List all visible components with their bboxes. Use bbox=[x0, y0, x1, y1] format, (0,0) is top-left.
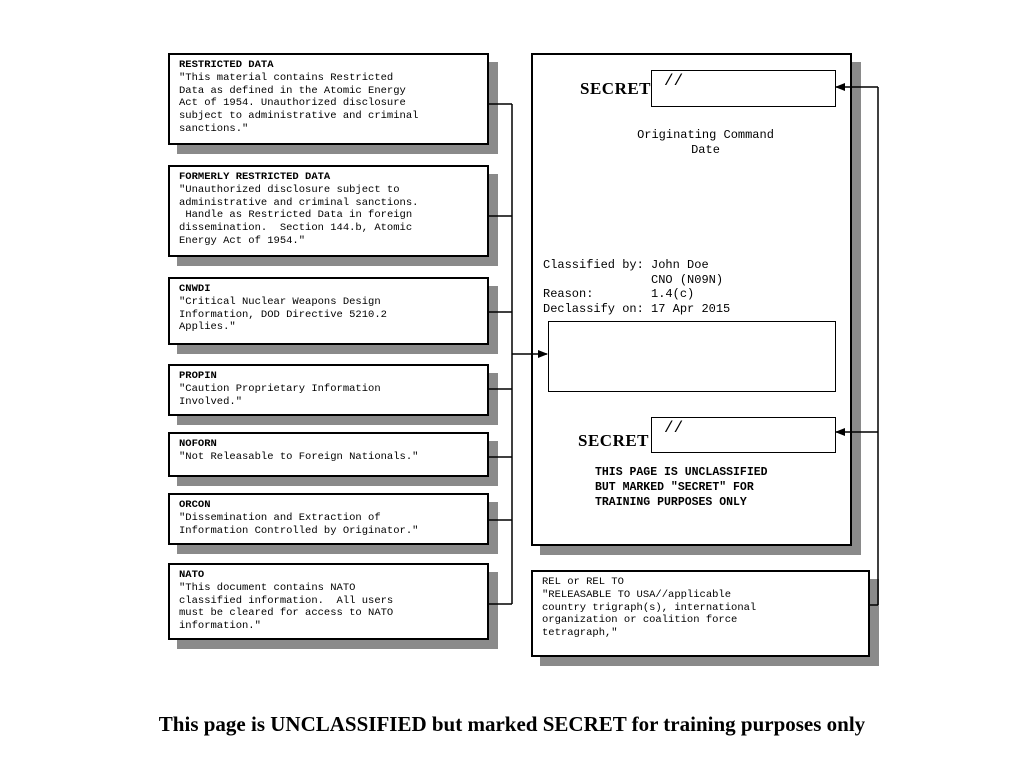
callout-text: "Caution Proprietary Information Involved." bbox=[179, 382, 381, 408]
top-classification-marking: SECRET bbox=[580, 79, 652, 98]
callout-text: "This document contains NATO classified information. All users must be cleared for access to NATO information." bbox=[179, 581, 394, 633]
callout-title: NOFORN bbox=[179, 438, 217, 450]
callout-title: RESTRICTED DATA bbox=[179, 59, 274, 71]
bottom-marking-field: // bbox=[651, 417, 836, 453]
classified-by-label: Classified by: bbox=[543, 258, 644, 272]
callout-text: "Not Releasable to Foreign Nationals." bbox=[179, 450, 419, 463]
bottom-classification-marking: SECRET bbox=[578, 431, 650, 450]
declassify-value: 17 Apr 2015 bbox=[651, 301, 731, 316]
classified-by-office: CNO (N09N) bbox=[651, 272, 724, 287]
classified-by-value: John Doe bbox=[651, 258, 709, 272]
callout-text: "Dissemination and Extraction of Information Controlled by Originator." bbox=[179, 511, 419, 537]
reason-label: Reason: bbox=[543, 287, 594, 301]
declassify-label: Declassify on: bbox=[543, 301, 644, 316]
date-label: Date bbox=[691, 143, 720, 157]
callout-text: "Critical Nuclear Weapons Design Information, DOD Directive 5210.2 Applies." bbox=[179, 295, 387, 334]
callout-text: "This material contains Restricted Data as defined in the Atomic Energy Act of 1954. Unauthorized disclosure subject to administrative and criminal sanctions." bbox=[179, 71, 419, 135]
callout-text: "Unauthorized disclosure subject to administrative and criminal sanctions. Handle as Restricted Data in foreign dissemination. Section 144.b, Atomic Energy Act of 1954." bbox=[179, 183, 419, 247]
unclassified-notice: THIS PAGE IS UNCLASSIFIED BUT MARKED "SECRET" FOR TRAINING PURPOSES ONLY bbox=[595, 466, 768, 509]
page-caption: This page is UNCLASSIFIED but marked SECRET for training purposes only bbox=[158, 712, 866, 736]
callout-title: CNWDI bbox=[179, 283, 211, 295]
originator-label: Originating Command bbox=[637, 128, 774, 142]
callout-text: "RELEASABLE TO USA//applicable country trigraph(s), international organization or coalition force tetragraph," bbox=[542, 588, 757, 640]
callout-title: ORCON bbox=[179, 499, 211, 511]
callout-title: FORMERLY RESTRICTED DATA bbox=[179, 171, 331, 183]
callout-title: NATO bbox=[179, 569, 205, 581]
reason-value: 1.4(c) bbox=[651, 287, 695, 301]
callout-title: PROPIN bbox=[179, 370, 217, 382]
top-marking-field: // bbox=[651, 70, 836, 107]
callout-title: REL or REL TO bbox=[542, 576, 624, 588]
